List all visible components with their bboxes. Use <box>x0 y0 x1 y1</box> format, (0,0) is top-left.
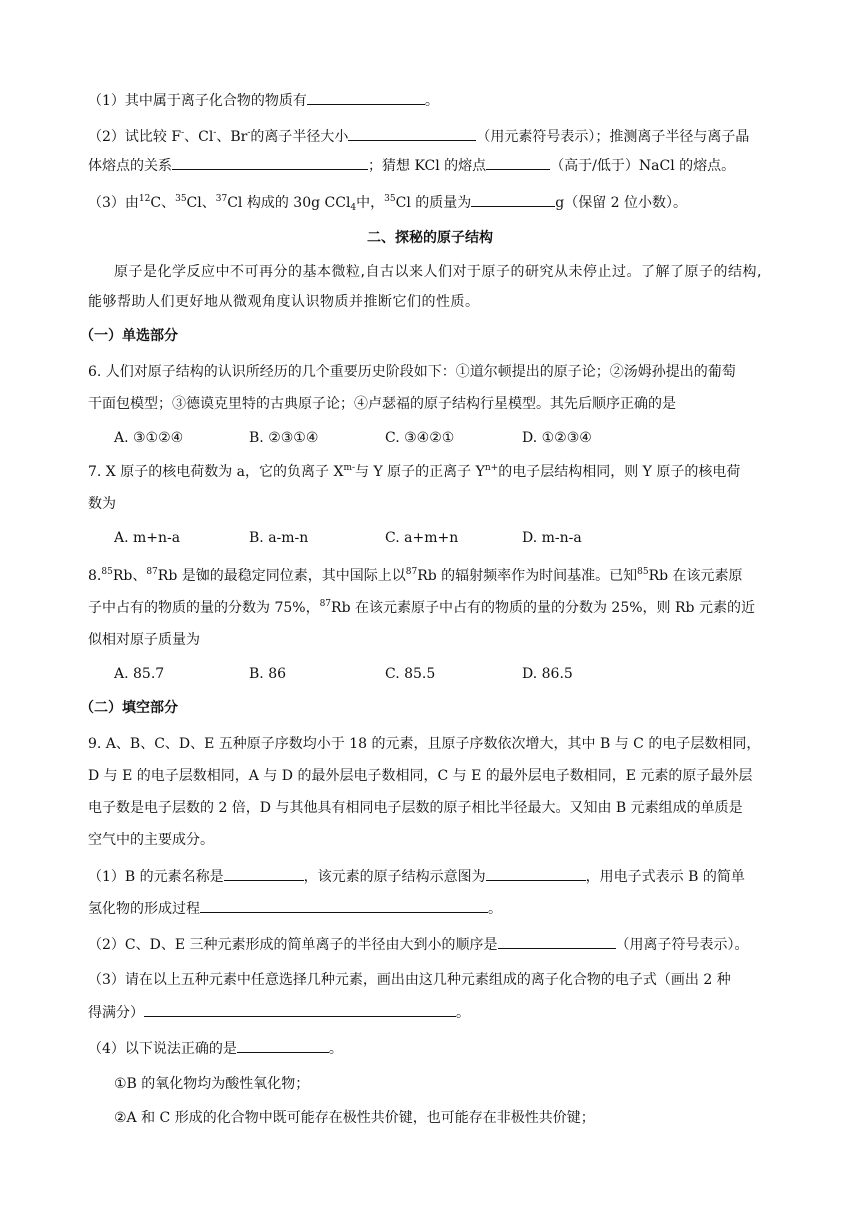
part1-heading: （一）单选部分 <box>80 328 178 344</box>
q7-text-b: 与 Y 原子的正离子 Y <box>355 464 485 480</box>
q5-sub3-text-e: 中， <box>356 195 385 211</box>
q9-sub4-text-a: （4）以下说法正确的是 <box>88 1041 237 1057</box>
option-a[interactable]: A. ③①②④ <box>114 430 184 446</box>
q5-sub2-text-g: ；猜想 KCl 的熔点 <box>368 158 487 174</box>
option-d[interactable]: D. m-n-a <box>522 530 582 546</box>
q8-text-g: Rb 在该元素原子中占有的物质的量的分数为 25%，则 Rb 元素的近 <box>331 600 755 616</box>
answer-blank[interactable] <box>200 898 488 913</box>
q5-sub1-text: （1）其中属于离子化合物的物质有 <box>88 93 307 109</box>
q5-sub3 <box>88 192 687 213</box>
q7-text-a: 7. X 原子的核电荷数为 a，它的负离子 X <box>88 464 344 480</box>
answer-blank[interactable] <box>172 155 368 170</box>
q7-line1 <box>88 462 740 482</box>
q5-sub2-text-c: 、Br <box>216 129 248 145</box>
q6-line1: 6. 人们对原子结构的认识所经历的几个重要历史阶段如下：①道尔顿提出的原子论；②汤姆孙提出的葡萄 <box>88 364 736 380</box>
superscript: 87 <box>319 599 332 609</box>
q8-text-a: 8. <box>88 568 102 584</box>
q5-sub1-end: 。 <box>424 93 439 109</box>
q9-sub1-text-a: （1）B 的元素名称是 <box>88 869 224 885</box>
q9-sub1-text-b: ，该元素的原子结构示意图为 <box>303 869 486 885</box>
q9-sub1-line2 <box>88 898 502 919</box>
superscript: 85 <box>637 567 649 577</box>
answer-blank[interactable] <box>224 866 304 881</box>
superscript: 85 <box>101 567 113 577</box>
q9-sub3-line2 <box>88 1002 470 1023</box>
q9-sub4-text-b: 。 <box>328 1041 343 1057</box>
q9-sub2 <box>88 934 749 955</box>
q8-text-d: Rb 的辐射频率作为时间基准。已知 <box>417 568 638 584</box>
option-c[interactable]: C. a+m+n <box>385 530 459 546</box>
q9-sub4-item1: ①B 的氧化物均为酸性氧化物； <box>114 1076 310 1092</box>
q9-line2: D 与 E 的电子层数相同，A 与 D 的最外层电子数相同，C 与 E 的最外层电子数相同，E 元素的原子最外层 <box>88 768 753 784</box>
q7-text-c: 的电子层结构相同，则 Y 原子的核电荷 <box>498 464 741 480</box>
q9-sub4 <box>88 1038 343 1059</box>
q8-line2 <box>88 598 755 618</box>
option-d[interactable]: D. ①②③④ <box>522 430 592 446</box>
q5-sub3-text-b: C、 <box>150 195 176 211</box>
q5-sub3-text-a: （3）由 <box>88 195 139 211</box>
intro-line-1: 原子是化学反应中不可再分的基本微粒,自古以来人们对于原子的研究从未停止过。了解了原子的结构, <box>114 264 762 280</box>
q5-sub2-text-f: 体熔点的关系 <box>88 158 172 174</box>
part2-heading: （二）填空部分 <box>80 700 178 716</box>
answer-blank[interactable] <box>498 934 616 949</box>
superscript: n+ <box>484 463 499 473</box>
answer-blank[interactable] <box>237 1038 329 1053</box>
q5-sub2-text-a: （2）试比较 F <box>88 129 182 145</box>
q9-sub4-item2: ②A 和 C 形成的化合物中既可能存在极性共价键，也可能存在非极性共价键； <box>114 1110 595 1126</box>
q9-sub2-text-a: （2）C、D、E 三种元素形成的简单离子的半径由大到小的顺序是 <box>88 937 498 953</box>
q5-sub2-text-b: 、Cl <box>184 129 214 145</box>
answer-blank[interactable] <box>486 155 550 170</box>
q5-sub2-text-h: （高于/低于）NaCl 的熔点。 <box>550 158 736 174</box>
q9-sub3-line1: （3）请在以上五种元素中任意选择几种元素，画出由这几种元素组成的离子化合物的电子式（画出 2 种 <box>88 972 731 988</box>
superscript: 37 <box>215 194 228 204</box>
q8-line1 <box>88 566 743 586</box>
q9-line1: 9. A、B、C、D、E 五种原子序数均小于 18 的元素，且原子序数依次增大，其中 B 与 C 的电子层数相同， <box>88 736 761 752</box>
superscript: - <box>213 128 217 138</box>
q9-sub3-text-c: 。 <box>456 1005 470 1021</box>
answer-blank[interactable] <box>348 126 476 141</box>
option-d[interactable]: D. 86.5 <box>522 666 573 682</box>
q7-line2: 数为 <box>88 496 116 512</box>
superscript: 87 <box>146 567 158 577</box>
superscript: 87 <box>405 567 418 577</box>
q5-sub3-text-d: Cl 构成的 30g CCl <box>227 195 351 211</box>
option-a[interactable]: A. 85.7 <box>114 666 165 682</box>
q9-sub3-text-b: 得满分） <box>88 1005 144 1021</box>
q8-text-c: Rb 是铷的最稳定同位素，其中国际上以 <box>157 568 406 584</box>
q6-line2: 干面包模型；③德谟克里特的古典原子论；④卢瑟福的原子结构行星模型。其先后顺序正确的是 <box>88 396 676 412</box>
option-c[interactable]: C. ③④②① <box>385 430 455 446</box>
superscript: - <box>181 128 185 138</box>
option-b[interactable]: B. a-m-n <box>249 530 309 546</box>
q9-line4: 空气中的主要成分。 <box>88 832 214 848</box>
q9-sub2-text-b: （用离子符号表示）。 <box>615 937 749 953</box>
q9-sub1-line1 <box>88 866 745 887</box>
q9-sub1-text-c: ，用电子式表示 B 的简单 <box>585 869 745 885</box>
q9-sub1-text-d: 氢化物的形成过程 <box>88 901 200 917</box>
q5-sub3-text-f: Cl 的质量为 <box>395 195 472 211</box>
answer-blank[interactable] <box>307 90 425 105</box>
superscript: 35 <box>175 194 187 204</box>
q9-line3: 电子数是电子层数的 2 倍，D 与其他具有相同电子层数的原子相比半径最大。又知由 B 元素组成的单质是 <box>88 800 743 816</box>
superscript: 35 <box>384 194 396 204</box>
superscript: - <box>247 128 251 138</box>
section-title: 二、探秘的原子结构 <box>367 230 493 246</box>
superscript: 12 <box>138 194 151 204</box>
subscript: 4 <box>350 203 357 213</box>
intro-line-2: 能够帮助人们更好地从微观角度认识物质并推断它们的性质。 <box>88 294 480 310</box>
q5-sub2-line2 <box>88 155 735 176</box>
answer-blank[interactable] <box>486 866 586 881</box>
q5-sub2-line1 <box>88 126 749 147</box>
q5-sub2-text-d: 的离子半径大小 <box>250 129 349 145</box>
option-b[interactable]: B. ②③①④ <box>249 430 319 446</box>
q8-text-b: Rb、 <box>112 568 147 584</box>
q5-sub2-text-e: （用元素符号表示）；推测离子半径与离子晶 <box>476 129 750 145</box>
answer-blank[interactable] <box>144 1002 456 1017</box>
q5-sub3-text-c: Cl、 <box>186 195 216 211</box>
option-a[interactable]: A. m+n-a <box>114 530 181 546</box>
q8-text-e: Rb 在该元素原 <box>648 568 743 584</box>
q8-text-f: 子中占有的物质的量的分数为 75%， <box>88 600 320 616</box>
q8-line3: 似相对原子质量为 <box>88 632 200 648</box>
q5-sub3-text-g: g（保留 2 位小数）。 <box>555 195 688 211</box>
option-c[interactable]: C. 85.5 <box>385 666 436 682</box>
q5-sub1 <box>88 90 439 111</box>
answer-blank[interactable] <box>471 192 555 207</box>
option-b[interactable]: B. 86 <box>249 666 287 682</box>
q9-sub1-text-e: 。 <box>488 901 502 917</box>
superscript: m- <box>343 463 356 473</box>
